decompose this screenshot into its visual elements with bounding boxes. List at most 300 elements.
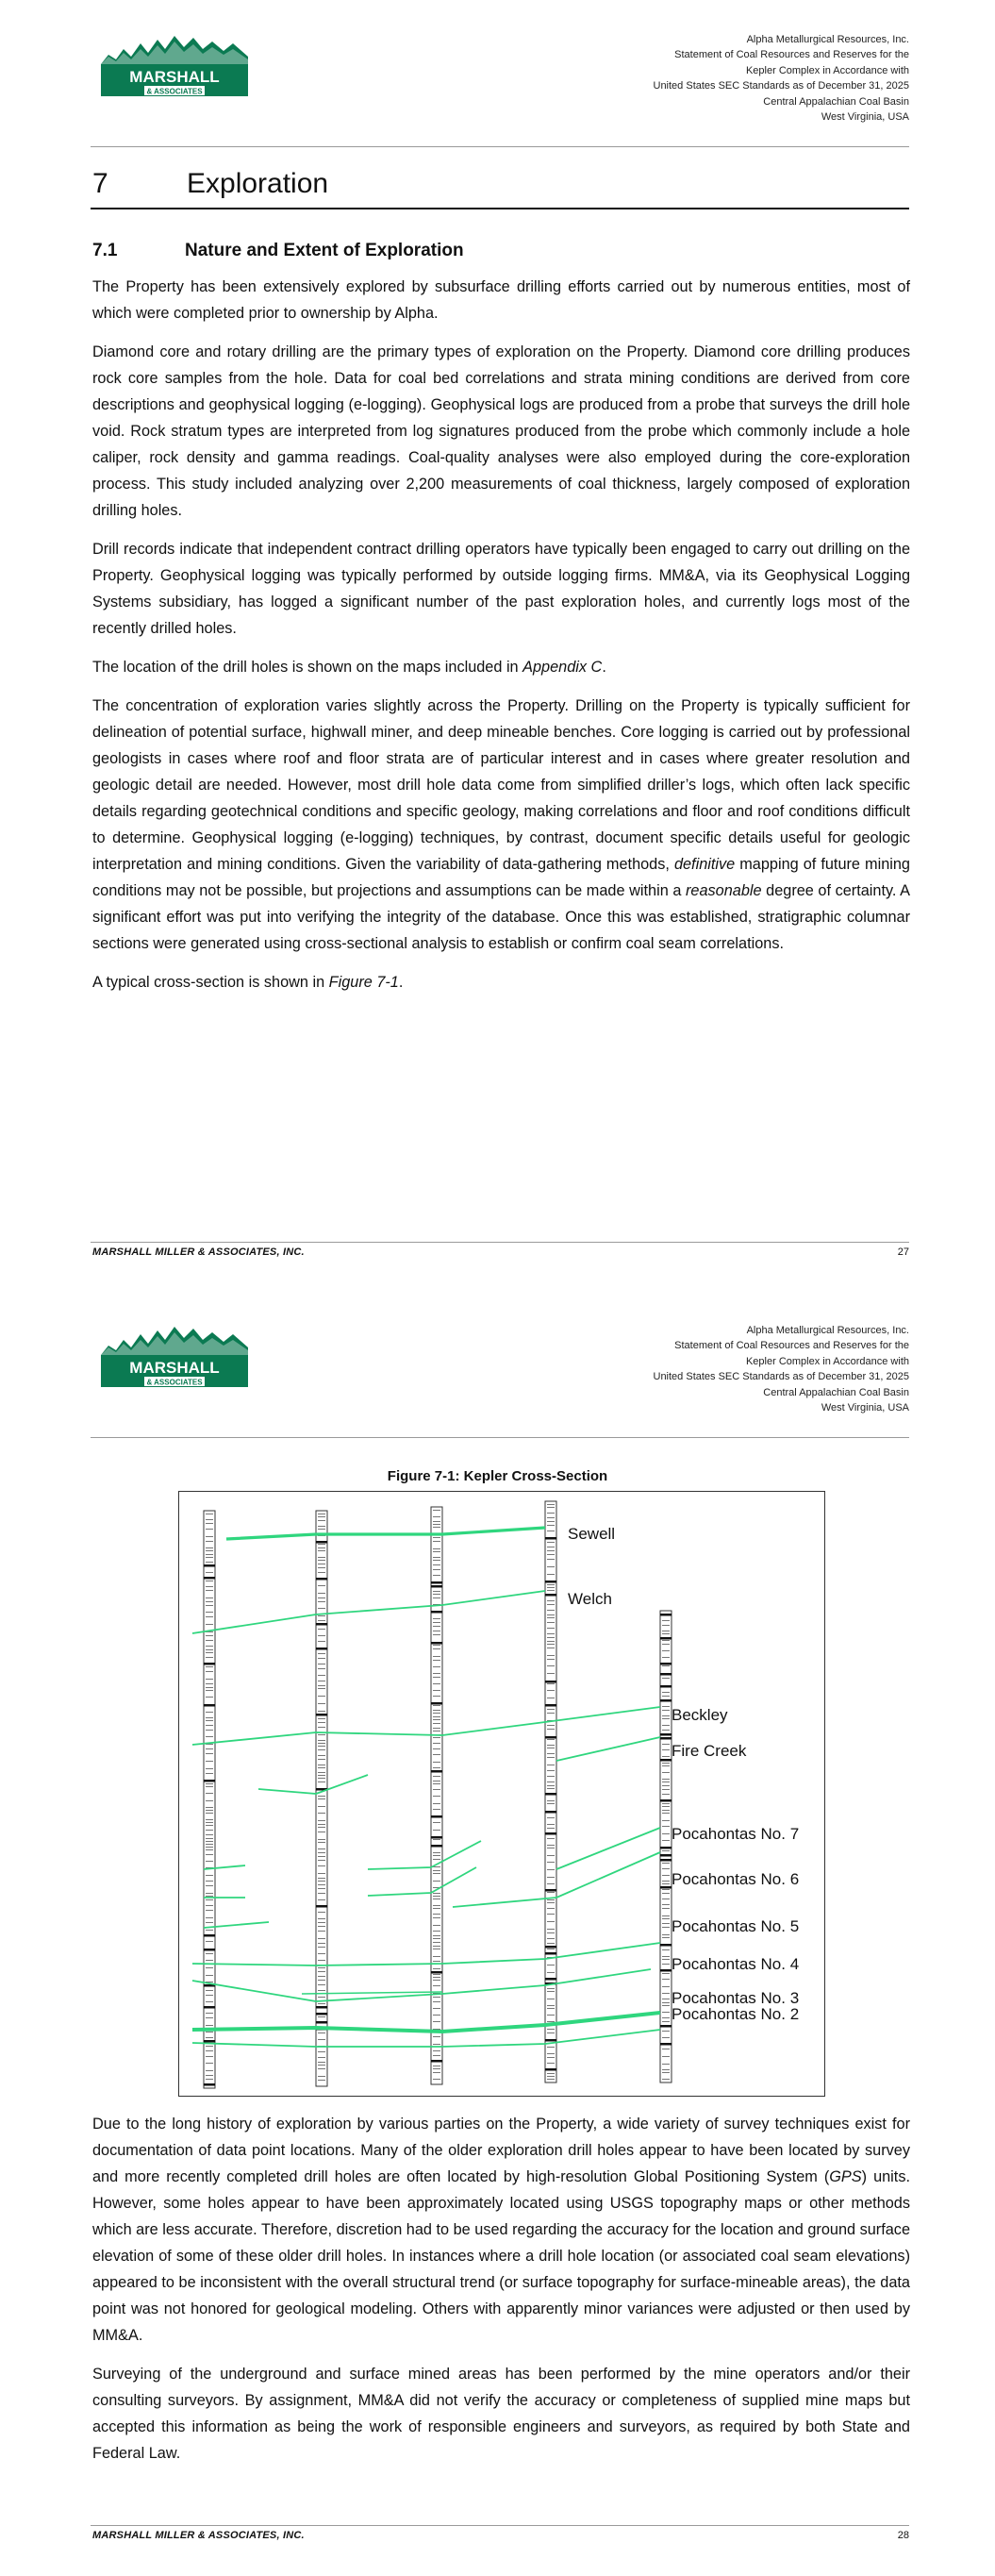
log-tick [206, 1717, 213, 1718]
log-tick [318, 1550, 325, 1551]
log-tick [206, 1605, 213, 1606]
log-tick [204, 1934, 215, 1937]
report-header [513, 1323, 909, 1415]
log-tick [547, 1869, 555, 1870]
log-tick [433, 1946, 440, 1947]
log-tick [433, 1914, 440, 1915]
emphasis: GPS [829, 2168, 862, 2185]
log-tick [318, 2076, 325, 2077]
log-tick [662, 1959, 670, 1960]
log-tick [662, 1650, 670, 1651]
text-run: A typical cross-section is shown in [92, 974, 329, 991]
log-tick [545, 1537, 556, 1540]
log-tick [545, 1681, 556, 1683]
log-tick [662, 1986, 670, 1987]
log-tick [318, 1740, 325, 1741]
log-tick [662, 1678, 670, 1679]
log-tick [547, 1554, 555, 1555]
log-tick [318, 1711, 325, 1712]
log-tick [662, 1803, 670, 1804]
log-tick [206, 1554, 213, 1555]
log-tick [318, 1842, 325, 1843]
log-tick [316, 1541, 327, 1544]
log-tick [547, 1855, 555, 1856]
log-tick [316, 2013, 327, 2016]
log-tick [662, 1692, 670, 1693]
log-tick [433, 1881, 440, 1882]
log-tick [206, 1854, 213, 1855]
log-tick [318, 1718, 325, 1719]
log-tick [433, 1690, 440, 1691]
log-tick [547, 1633, 555, 1634]
log-tick [206, 1547, 213, 1548]
log-tick [433, 1796, 440, 1797]
log-tick [204, 1780, 215, 1782]
log-tick [204, 1704, 215, 1707]
log-tick [547, 1943, 555, 1944]
log-tick [318, 1997, 325, 1998]
seam-label-pocahontas-no-2: Pocahontas No. 2 [672, 2005, 800, 2023]
log-tick [662, 1781, 670, 1782]
log-tick [206, 1922, 213, 1923]
log-tick [547, 1655, 555, 1656]
header-line: Alpha Metallurgical Resources, Inc. [746, 34, 909, 45]
log-tick [547, 1600, 555, 1601]
log-tick [433, 1748, 440, 1749]
log-tick [662, 1810, 670, 1811]
log-tick [433, 1938, 440, 1939]
log-tick [662, 1918, 670, 1919]
log-tick [433, 1660, 440, 1661]
log-tick [318, 1943, 325, 1944]
seam-correlation-line [192, 1943, 660, 1965]
log-tick [547, 1803, 555, 1804]
log-tick [662, 1840, 670, 1841]
log-tick [545, 1736, 556, 1739]
paragraph: Diamond core and rotary drilling are the primary types of exploration on the Property. Diamond core drilling produces rock core samples from the hole. Data for coal bed correlations and strata mining conditions are derived from core descriptions and geophysical logging (e-logging). Geophysical logs are produced from a probe that surveys the drill hole void. Rock stratum types are interpreted from log signatures produced from the probe which commonly include a hole caliper, rock density and gamma readings. Coal-quality analyses were also employed during the core-exploration process. This study included analyzing over 2,200 measurements of coal thickness, largely composed of exploration drilling holes. [92, 343, 910, 519]
log-tick [662, 1973, 670, 1974]
log-tick [318, 1839, 325, 1840]
log-tick [318, 1848, 325, 1849]
log-tick [316, 1905, 327, 1908]
log-tick [206, 1529, 213, 1530]
log-tick [206, 1550, 213, 1551]
log-tick [433, 1789, 440, 1790]
log-tick [433, 1974, 440, 1975]
log-tick [206, 1917, 213, 1918]
log-tick [662, 1863, 670, 1864]
log-tick [662, 1772, 670, 1773]
log-tick [433, 2072, 440, 2073]
report-header [513, 32, 909, 125]
log-tick [662, 1915, 670, 1916]
log-tick [433, 1968, 440, 1969]
log-tick [660, 1969, 672, 1972]
log-tick [206, 1896, 213, 1897]
paragraph: The Property has been extensively explored by subsurface drilling efforts carried out by numerous entities, most of which were completed prior to ownership by Alpha. [92, 278, 910, 322]
log-tick [206, 1624, 213, 1625]
log-tick [662, 2064, 670, 2065]
log-tick [206, 1847, 213, 1848]
log-tick [547, 1709, 555, 1710]
log-tick [206, 2013, 213, 2014]
log-tick [206, 1810, 213, 1811]
log-tick [433, 2055, 440, 2056]
log-tick [547, 1883, 555, 1884]
text-run: The location of the drill holes is shown on the maps included in [92, 659, 523, 676]
header-line: West Virginia, USA [821, 111, 909, 124]
log-tick [206, 1601, 213, 1602]
log-tick [433, 1541, 440, 1542]
paragraph: Surveying of the underground and surface mined areas has been performed by the mine operators and/or their consulting surveyors. By assignment, MM&A did not verify the accuracy or completeness of supplied mine maps but accepted this information as being the work of responsible engineers and surveyors, as required by both State and Federal Law. [92, 2366, 910, 2462]
log-tick [547, 1745, 555, 1746]
log-tick [433, 1666, 440, 1667]
seam-label-pocahontas-no-7: Pocahontas No. 7 [672, 1825, 800, 1843]
log-tick [318, 1615, 325, 1616]
log-tick [660, 1859, 672, 1862]
figure-caption: Figure 7-1: Kepler Cross-Section [387, 1468, 608, 1484]
log-tick [318, 1668, 325, 1669]
log-tick [662, 1908, 670, 1909]
log-tick [206, 1975, 213, 1976]
seam-label-beckley: Beckley [672, 1706, 728, 1724]
log-tick [662, 1813, 670, 1814]
log-tick [318, 1960, 325, 1961]
log-tick [660, 1847, 672, 1849]
log-tick [433, 1591, 440, 1592]
footer-company: MARSHALL MILLER & ASSOCIATES, INC. [92, 1246, 305, 1258]
log-tick [662, 1993, 670, 1994]
log-tick [660, 2043, 672, 2046]
log-tick [318, 1893, 325, 1894]
log-tick [318, 1772, 325, 1773]
log-tick [318, 1884, 325, 1885]
log-tick [547, 1892, 555, 1893]
log-tick [318, 2068, 325, 2069]
log-tick [206, 1586, 213, 1587]
header-line: United States SEC Standards as of December 31, 2025 [653, 1371, 909, 1383]
log-tick [433, 2068, 440, 2069]
log-tick [318, 1560, 325, 1561]
log-tick [547, 1753, 555, 1754]
paragraph [92, 693, 910, 957]
log-tick [206, 2063, 213, 2064]
log-tick [318, 2003, 325, 2004]
log-tick [547, 1991, 555, 1992]
log-tick [660, 1685, 672, 1688]
log-tick [547, 2008, 555, 2009]
log-tick [318, 2016, 325, 2017]
log-tick [547, 1877, 555, 1878]
log-tick [433, 1597, 440, 1598]
log-tick [206, 1768, 213, 1769]
log-tick [206, 1893, 213, 1894]
log-tick [547, 2079, 555, 2080]
log-tick [318, 1922, 325, 1923]
log-tick [433, 1728, 440, 1729]
logo-wordmark: MARSHALL [129, 1359, 220, 1377]
log-tick [433, 1524, 440, 1525]
log-tick [547, 1739, 555, 1740]
cross-section-chart [179, 1492, 824, 2096]
log-tick [433, 1893, 440, 1894]
log-tick [318, 1798, 325, 1799]
log-tick [547, 1788, 555, 1789]
log-tick [662, 1715, 670, 1716]
log-tick [318, 1696, 325, 1697]
log-tick [431, 1611, 442, 1614]
log-tick [547, 1988, 555, 1989]
log-tick [433, 1762, 440, 1763]
log-tick [206, 1646, 213, 1647]
log-tick [433, 1830, 440, 1831]
log-tick [433, 2021, 440, 2022]
log-tick [431, 1971, 442, 1974]
text-run: mapping of future mining conditions may not be possible, but projections and assumptions can be made within a [92, 856, 910, 899]
log-tick [206, 1786, 213, 1787]
log-tick [433, 2050, 440, 2051]
log-tick [433, 1673, 440, 1674]
log-tick [433, 1705, 440, 1706]
chapter-heading [91, 168, 909, 209]
log-tick [206, 1995, 213, 1996]
header-divider [91, 1437, 909, 1438]
log-tick [547, 1637, 555, 1638]
log-tick [206, 1905, 213, 1906]
text-run: . [398, 974, 404, 991]
log-tick [662, 2072, 670, 2073]
log-tick [206, 2050, 213, 2051]
log-tick [318, 1926, 325, 1927]
log-tick [433, 1564, 440, 1565]
log-tick [206, 1687, 213, 1688]
log-tick [318, 1881, 325, 1882]
log-tick [547, 2053, 555, 2054]
log-tick [318, 1727, 325, 1728]
log-tick [547, 2005, 555, 2006]
log-tick [206, 1899, 213, 1900]
log-tick [206, 1825, 213, 1826]
log-tick [206, 2001, 213, 2002]
log-tick [206, 1666, 213, 1667]
log-tick [660, 1699, 672, 1702]
log-tick [660, 1614, 672, 1616]
log-tick [318, 1878, 325, 1879]
seam-correlation-line [556, 1737, 660, 1761]
log-tick [662, 1710, 670, 1711]
chapter-title: Exploration [187, 168, 329, 199]
figure-reference[interactable]: Figure 7-1 [328, 974, 399, 991]
log-tick [431, 1585, 442, 1588]
log-tick [662, 2031, 670, 2032]
log-tick [662, 1889, 670, 1890]
log-tick [318, 1938, 325, 1939]
log-tick [206, 1967, 213, 1968]
chapter-number: 7 [92, 168, 108, 199]
log-tick [318, 1688, 325, 1689]
log-tick [318, 1967, 325, 1968]
log-tick [318, 1635, 325, 1636]
log-tick [433, 1527, 440, 1528]
log-tick [206, 1736, 213, 1737]
log-tick [318, 1824, 325, 1825]
log-tick [316, 1578, 327, 1581]
log-tick [318, 1820, 325, 1821]
log-tick [318, 2080, 325, 2081]
log-tick [662, 1696, 670, 1697]
log-tick [318, 1620, 325, 1621]
log-tick [206, 1941, 213, 1942]
footer-divider [91, 1242, 909, 1243]
log-tick [547, 1902, 555, 1903]
log-tick [206, 1683, 213, 1684]
log-tick [662, 1749, 670, 1750]
log-tick [547, 2021, 555, 2022]
log-tick [433, 1618, 440, 1619]
log-tick [662, 2012, 670, 2013]
log-tick [206, 1930, 213, 1931]
log-tick [318, 1593, 325, 1594]
log-tick [547, 1644, 555, 1645]
log-tick [433, 1855, 440, 1856]
log-tick [433, 2079, 440, 2080]
seam-correlation-line [192, 1707, 660, 1745]
log-tick [206, 1849, 213, 1850]
log-tick [433, 1977, 440, 1978]
log-tick [662, 2021, 670, 2022]
log-tick [547, 1525, 555, 1526]
log-tick [318, 1641, 325, 1642]
paragraph [92, 2111, 910, 2349]
header-line: Kepler Complex in Accordance with [745, 1355, 909, 1367]
log-tick [206, 1612, 213, 1613]
log-tick [662, 1923, 670, 1924]
paragraph [92, 654, 910, 680]
log-tick [662, 2017, 670, 2018]
log-tick [431, 2060, 442, 2063]
log-tick [545, 1594, 556, 1597]
log-tick [547, 1725, 555, 1726]
log-tick [431, 1845, 442, 1848]
log-tick [318, 1980, 325, 1981]
log-tick [433, 1985, 440, 1986]
log-tick [433, 1783, 440, 1784]
log-tick [547, 1507, 555, 1508]
cross-section-figure [178, 1491, 825, 2097]
log-tick [662, 1657, 670, 1658]
log-tick [545, 1952, 556, 1955]
log-tick [318, 1743, 325, 1744]
log-tick [433, 1719, 440, 1720]
log-tick [547, 2073, 555, 2074]
log-tick [547, 1899, 555, 1900]
log-tick [545, 1978, 556, 1981]
header-line: Statement of Coal Resources and Reserves for the [674, 49, 909, 61]
log-tick [318, 1557, 325, 1558]
log-tick [662, 1883, 670, 1884]
log-tick [547, 2015, 555, 2016]
appendix-reference[interactable]: Appendix C [522, 659, 603, 676]
log-tick [545, 1793, 556, 1796]
log-tick [433, 1560, 440, 1561]
log-tick [433, 2036, 440, 2037]
log-tick [662, 1725, 670, 1726]
log-tick [318, 1860, 325, 1861]
log-tick [318, 1585, 325, 1586]
log-tick [433, 1548, 440, 1549]
log-tick [433, 1935, 440, 1936]
log-tick [206, 1830, 213, 1831]
log-tick [662, 1949, 670, 1950]
log-tick [662, 1964, 670, 1965]
seam-correlation-line [192, 2013, 660, 2032]
log-tick [660, 1886, 672, 1889]
body-text [92, 2111, 910, 2479]
log-tick [433, 1510, 440, 1511]
log-tick [318, 1990, 325, 1991]
log-tick [318, 1544, 325, 1545]
log-tick [433, 1809, 440, 1810]
company-logo [99, 28, 250, 100]
seam-label-pocahontas-no-6: Pocahontas No. 6 [672, 1870, 800, 1888]
log-tick [206, 1597, 213, 1598]
seam-correlation-line [258, 1775, 368, 1794]
log-tick [433, 1537, 440, 1538]
log-tick [206, 2025, 213, 2026]
text-run: . [602, 659, 606, 676]
log-tick [547, 1785, 555, 1786]
log-tick [547, 1908, 555, 1909]
log-tick [318, 1749, 325, 1750]
log-tick [318, 1755, 325, 1756]
log-tick [662, 1763, 670, 1764]
seam-label-sewell: Sewell [568, 1525, 616, 1543]
log-tick [545, 1889, 556, 1892]
log-tick [662, 1806, 670, 1807]
log-tick [547, 2076, 555, 2077]
log-tick [547, 2047, 555, 2048]
log-tick [547, 1770, 555, 1771]
log-tick [662, 1904, 670, 1905]
body-text [92, 274, 910, 1008]
footer-divider [91, 2525, 909, 2526]
log-tick [206, 2017, 213, 2018]
log-tick [433, 1980, 440, 1981]
log-tick [318, 1931, 325, 1932]
log-tick [662, 2056, 670, 2057]
log-tick [660, 2025, 672, 2028]
log-tick [662, 1979, 670, 1980]
log-tick [433, 1870, 440, 1871]
log-tick [433, 2015, 440, 2016]
seam-label-pocahontas-no-5: Pocahontas No. 5 [672, 1917, 800, 1935]
log-tick [318, 1658, 325, 1659]
log-tick [318, 1918, 325, 1919]
log-tick [206, 1730, 213, 1731]
log-tick [662, 1794, 670, 1795]
log-tick [206, 1657, 213, 1658]
log-tick [318, 1629, 325, 1630]
log-tick [547, 2057, 555, 2058]
log-tick [660, 1759, 672, 1762]
log-tick [547, 1683, 555, 1684]
logo-wordmark: MARSHALL [129, 68, 220, 86]
log-tick [662, 2069, 670, 2070]
log-tick [660, 1737, 672, 1740]
log-tick [431, 1702, 442, 1705]
log-tick [318, 1653, 325, 1654]
log-tick [660, 1663, 672, 1665]
